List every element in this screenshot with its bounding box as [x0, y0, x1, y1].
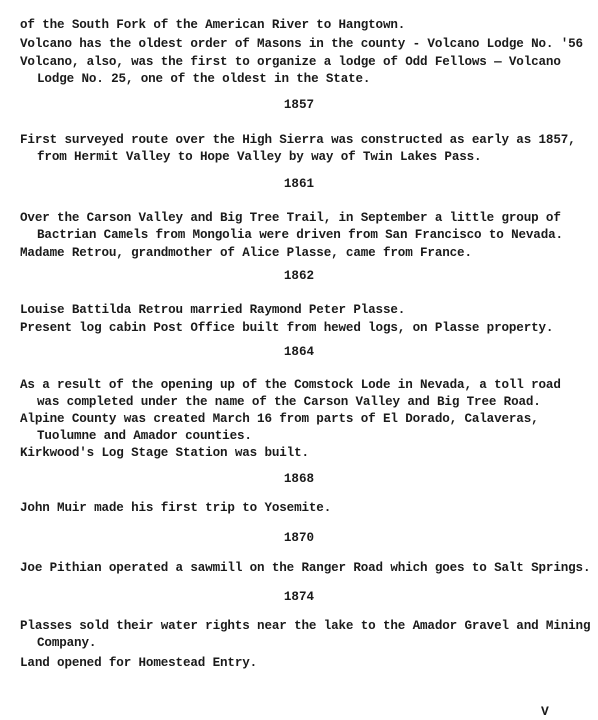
entry-line: As a result of the opening up of the Comstock Lode in Nevada, a toll road — [20, 378, 561, 392]
year-heading-1864: 1864 — [283, 345, 315, 359]
entry-volcano-odd-fellows — [20, 54, 590, 88]
entry-high-sierra-route — [20, 132, 590, 166]
entry-bactrian-camels — [20, 210, 590, 244]
entry-line: First surveyed route over the High Sierra was constructed as early as 1857, — [20, 133, 576, 147]
entry-line: of the South Fork of the American River to Hangtown. — [20, 18, 406, 32]
entry-kirkwood-stage-station — [20, 445, 590, 462]
entry-line-continued: Tuolumne and Amador counties. — [37, 429, 252, 443]
entry-john-muir — [20, 500, 590, 517]
entry-line-continued: was completed under the name of the Carson Valley and Big Tree Road. — [37, 395, 541, 409]
entry-line-continued: from Hermit Valley to Hope Valley by way of Twin Lakes Pass. — [37, 150, 482, 164]
page-number: V — [541, 704, 549, 719]
year-heading-1870: 1870 — [283, 531, 315, 545]
year-heading-1874: 1874 — [283, 590, 315, 604]
entry-log-cabin-post-office — [20, 320, 590, 337]
year-heading-1862: 1862 — [283, 269, 315, 283]
entry-alpine-county — [20, 411, 590, 445]
entry-line: Volcano, also, was the first to organize a lodge of Odd Fellows — Volcano — [20, 55, 561, 69]
entry-line: Madame Retrou, grandmother of Alice Plasse, came from France. — [20, 246, 472, 260]
entry-homestead-entry — [20, 655, 590, 672]
entry-line: John Muir made his first trip to Yosemite. — [20, 501, 332, 515]
entry-line: Alpine County was created March 16 from parts of El Dorado, Calaveras, — [20, 412, 539, 426]
entry-line-continued: Lodge No. 25, one of the oldest in the State. — [37, 72, 371, 86]
entry-retrou-plasse-marriage — [20, 302, 590, 319]
entry-south-fork — [20, 17, 590, 34]
year-heading-1868: 1868 — [283, 472, 315, 486]
entry-line: Land opened for Homestead Entry. — [20, 656, 258, 670]
year-heading-1857: 1857 — [283, 98, 315, 112]
entry-line-continued: Bactrian Camels from Mongolia were driven from San Francisco to Nevada. — [37, 228, 563, 242]
entry-volcano-masons — [20, 36, 590, 53]
entry-comstock-toll-road — [20, 377, 590, 411]
entry-line: Volcano has the oldest order of Masons in the county - Volcano Lodge No. '56 — [20, 37, 583, 51]
year-heading-1861: 1861 — [283, 177, 315, 191]
entry-pithian-sawmill — [20, 560, 590, 577]
entry-madame-retrou — [20, 245, 590, 262]
entry-line: Plasses sold their water rights near the lake to the Amador Gravel and Mining — [20, 619, 591, 633]
entry-water-rights-sale — [20, 618, 590, 652]
entry-line: Joe Pithian operated a sawmill on the Ranger Road which goes to Salt Springs. — [20, 561, 591, 575]
entry-line: Over the Carson Valley and Big Tree Trail, in September a little group of — [20, 211, 561, 225]
entry-line: Kirkwood's Log Stage Station was built. — [20, 446, 309, 460]
entry-line: Present log cabin Post Office built from hewed logs, on Plasse property. — [20, 321, 554, 335]
entry-line: Louise Battilda Retrou married Raymond Peter Plasse. — [20, 303, 406, 317]
entry-line-continued: Company. — [37, 636, 97, 650]
